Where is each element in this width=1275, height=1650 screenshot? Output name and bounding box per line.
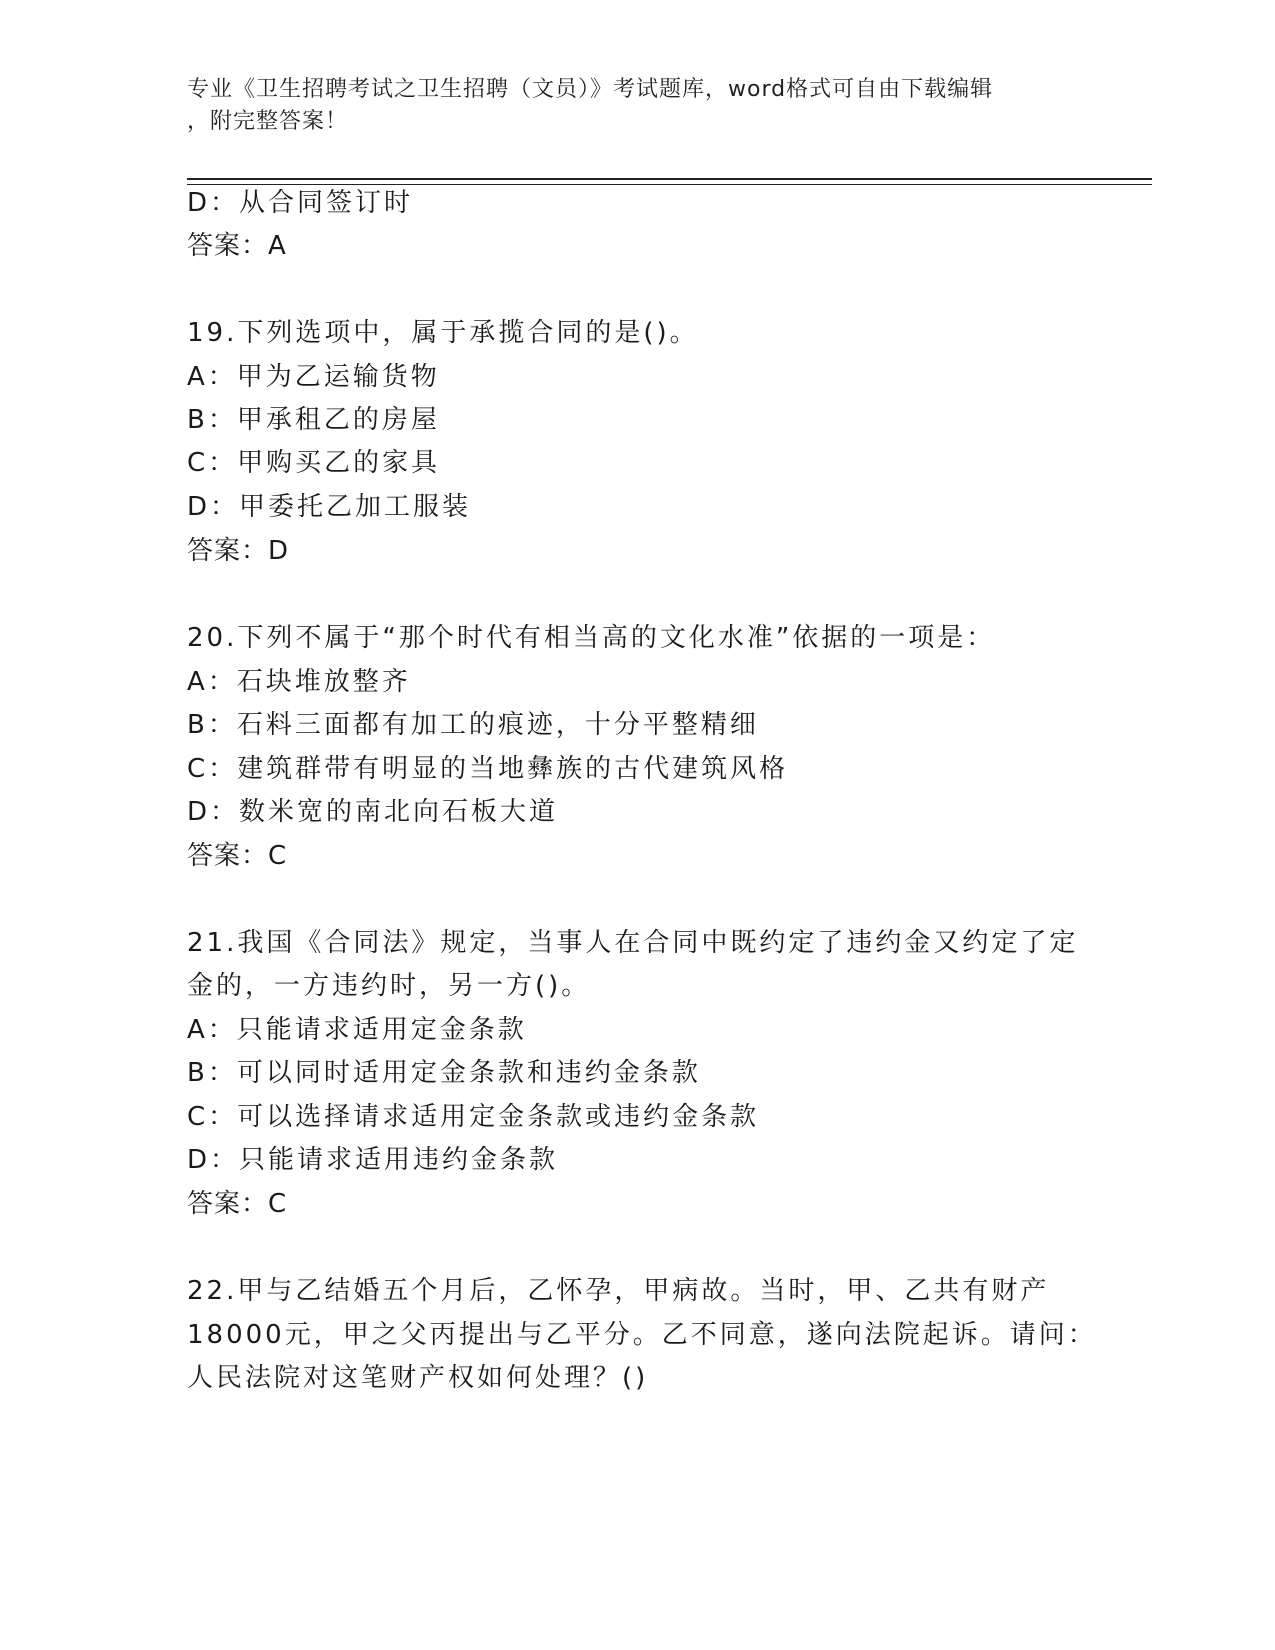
option-c: C：可以选择请求适用定金条款或违约金条款	[187, 1102, 760, 1132]
answer: 答案：C	[187, 841, 288, 871]
question-stem-line-3: 人民法院对这笔财产权如何处理？()	[187, 1363, 649, 1393]
prev-option-d: D：从合同签订时	[187, 188, 414, 218]
option-b: B：石料三面都有加工的痕迹，十分平整精细	[187, 710, 759, 740]
header-title-line-1: 专业《卫生招聘考试之卫生招聘（文员）》考试题库，word格式可自由下载编辑	[187, 77, 994, 102]
option-a: A：石块堆放整齐	[187, 667, 411, 697]
question-stem: 19.下列选项中，属于承揽合同的是()。	[187, 318, 699, 348]
option-c: C：建筑群带有明显的当地彝族的古代建筑风格	[187, 754, 789, 784]
question-stem-line-1: 22.甲与乙结婚五个月后，乙怀孕，甲病故。当时，甲、乙共有财产	[187, 1276, 1050, 1306]
question-stem-line-1: 21.我国《合同法》规定，当事人在合同中既约定了违约金又约定了定	[187, 928, 1079, 958]
question-stem-line-2: 金的，一方违约时，另一方()。	[187, 971, 591, 1001]
option-a: A：只能请求适用定金条款	[187, 1015, 527, 1045]
option-d: D：只能请求适用违约金条款	[187, 1145, 559, 1175]
prev-answer: 答案：A	[187, 231, 287, 261]
question-stem-line-2: 18000元，甲之父丙提出与乙平分。乙不同意，遂向法院起诉。请问：	[187, 1320, 1097, 1350]
header-divider-thin	[187, 184, 1152, 185]
option-b: B：甲承租乙的房屋	[187, 405, 440, 435]
option-c: C：甲购买乙的家具	[187, 448, 441, 478]
option-d: D：甲委托乙加工服装	[187, 492, 472, 522]
header-divider-thick	[187, 178, 1152, 180]
option-a: A：甲为乙运输货物	[187, 362, 440, 392]
option-d: D：数米宽的南北向石板大道	[187, 797, 559, 827]
page-header	[187, 74, 1067, 138]
header-title-line-2: ，附完整答案！	[187, 109, 349, 134]
question-stem: 20.下列不属于“那个时代有相当高的文化水准”依据的一项是：	[187, 623, 996, 653]
answer: 答案：C	[187, 1189, 288, 1219]
answer: 答案：D	[187, 536, 290, 566]
option-b: B：可以同时适用定金条款和违约金条款	[187, 1058, 701, 1088]
